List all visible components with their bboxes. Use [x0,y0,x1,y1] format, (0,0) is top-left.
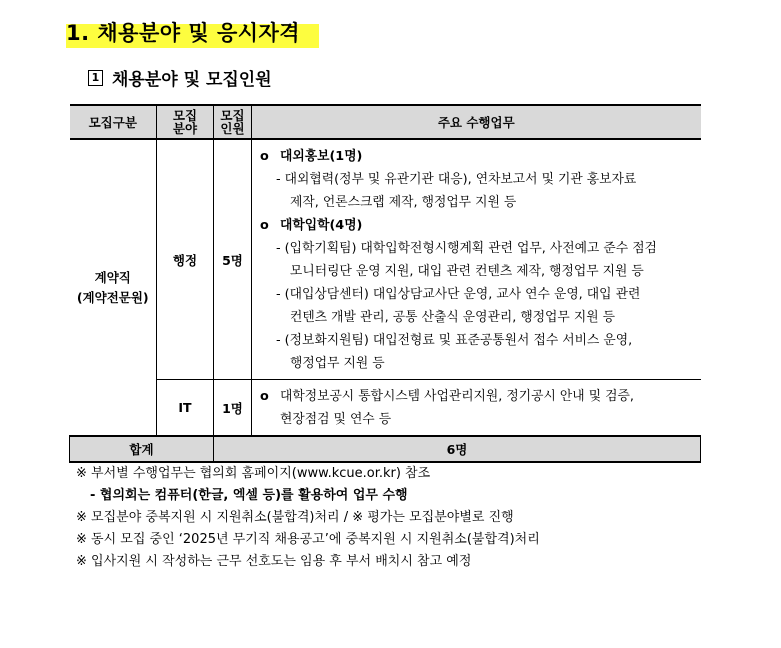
header-field [157,105,214,139]
table-row [70,139,701,380]
bullet-icon: o [260,149,269,164]
bullet-icon: o [260,218,269,233]
header-field-text: 모집 분야 [172,108,198,136]
category-text: 계약직 (계약전문원) [76,269,149,305]
duty-item-cont: 제작, 언론스크랩 제작, 행정업무 지원 등 [290,195,517,210]
duty-group-head [260,214,693,237]
count-cell: 5명 [214,139,252,380]
total-label: 합계 [70,436,214,462]
note-line: ※ 입사지원 시 작성하는 근무 선호도는 임용 후 부서 배치시 참고 예정 [76,554,472,569]
duty-line [260,385,693,408]
bullet-icon: o [260,389,269,404]
note-line-bold: - 협의회는 컴퓨터(한글, 엑셀 등)를 활용하여 업무 수행 [90,488,408,503]
subsection-number-box: 1 [88,70,103,86]
total-value: 6명 [214,436,701,462]
duty-line-text: 대학정보공시 통합시스템 사업관리지원, 정기공시 안내 및 검증, [280,389,634,404]
recruitment-table [69,104,701,463]
duty-line-cont: 현장점검 및 연수 등 [280,412,392,427]
duty-item-cont: 행정업무 지원 등 [290,356,385,371]
notes [76,463,540,573]
duty-item: - (입학기획팀) 대학입학전형시행계획 관련 업무, 사전예고 준수 점검 [276,241,657,256]
subsection-title-text: 채용분야 및 모집인원 [112,70,272,90]
header-count-text: 모집 인원 [220,108,245,136]
table-header-row [70,105,701,139]
duty-item: - (정보화지원팀) 대입전형료 및 표준공통원서 접수 서비스 운영, [276,333,633,348]
section-title: 1. 채용분야 및 응시자격 [66,21,301,45]
header-duties: 주요 수행업무 [252,105,701,139]
duty-item-cont: 컨텐츠 개발 관리, 공통 산출식 운영관리, 행정업무 지원 등 [290,310,615,325]
duty-group-title: 대외홍보(1명) [280,149,363,164]
duty-item: - (대입상담센터) 대입상담교사단 운영, 교사 연수 운영, 대입 관련 [276,287,641,302]
note-line: ※ 부서별 수행업무는 협의회 홈페이지(www.kcue.or.kr) 참조 [76,466,431,481]
note-line: ※ 모집분야 중복지원 시 지원취소(불합격)처리 / ※ 평가는 모집분야별로 진행 [76,510,514,525]
total-row [70,436,701,462]
section-title-wrap [66,16,300,50]
duty-item: - 대외협력(정부 및 유관기관 대응), 연차보고서 및 기관 홍보자료 [276,172,637,187]
header-count [214,105,252,139]
duty-item-cont: 모니터링단 운영 지원, 대입 관련 컨텐츠 제작, 행정업무 지원 등 [290,264,644,279]
table-row [70,380,701,437]
duty-group-head [260,145,693,168]
count-cell: 1명 [214,380,252,437]
duties-cell [252,139,701,380]
subsection-title [88,65,272,90]
duty-group-title: 대학입학(4명) [280,218,363,233]
duties-cell [252,380,701,437]
field-cell: IT [157,380,214,437]
header-category: 모집구분 [70,105,157,139]
category-cell [70,139,157,436]
field-cell: 행정 [157,139,214,380]
note-line: ※ 동시 모집 중인 ‘2025년 무기직 채용공고’에 중복지원 시 지원취소(불합격)처리 [76,532,540,547]
